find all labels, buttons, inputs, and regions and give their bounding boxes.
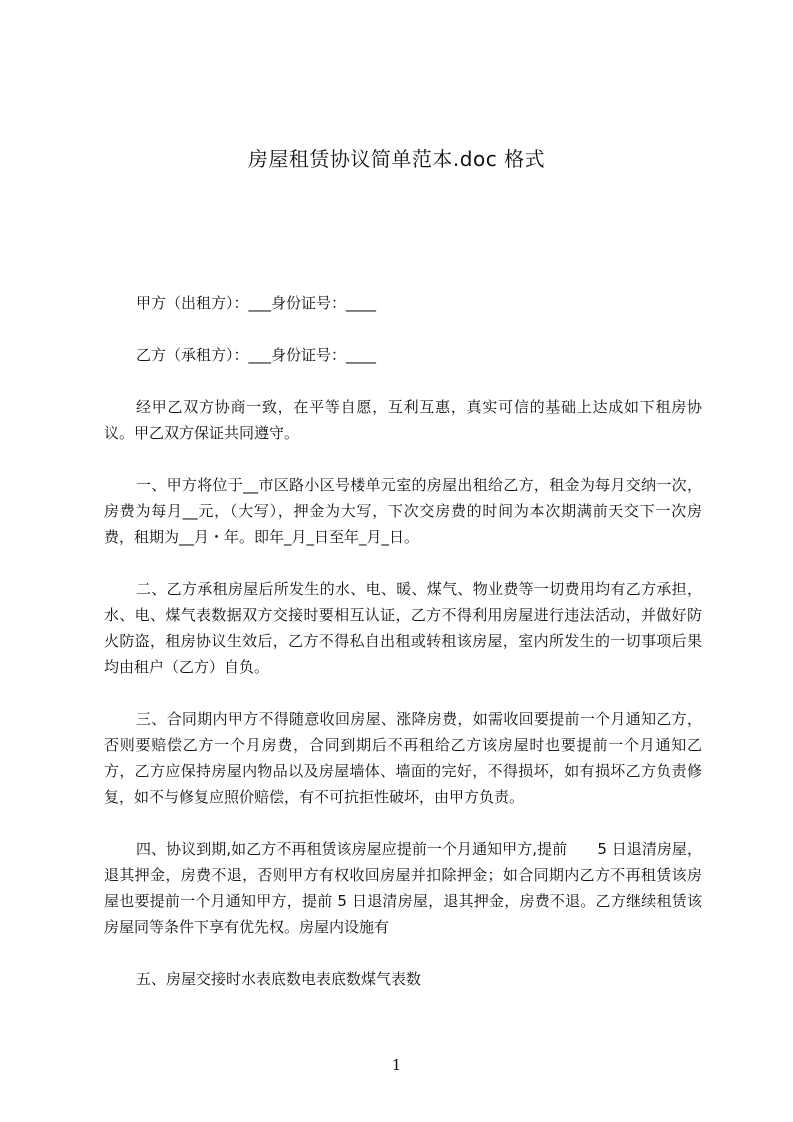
clause-3-paragraph: 三、合同期内甲方不得随意收回房屋、涨降房费，如需收回要提前一个月通知乙方，否则要赔偿乙方一个月房费，合同到期后不再租给乙方该房屋时也要提前一个月通知乙方，乙方应保持房屋内物品以及房屋墙体、墙面的完好，不得损坏，如有损坏乙方负责修复，如不与修复应照价赔偿，有不可抗拒性破坏，由甲方负责。 <box>104 710 702 806</box>
clause-4-paragraph: 四、协议到期,如乙方不再租赁该房屋应提前一个月通知甲方,提前 5 日退清房屋，退其押金，房费不退，否则甲方有权收回房屋并扣除押金；如合同期内乙方不再租赁该房屋也要提前一个月通知甲方，提前 5 日退清房屋，退其押金，房费不退。乙方继续租赁该房屋同等条件下享有优先权。房屋内设施有 <box>104 840 702 936</box>
clause-1-paragraph: 一、甲方将位于__市区路小区号楼单元室的房屋出租给乙方，租金为每月交纳一次，房费为每月__元，（大写），押金为大写，下次交房费的时间为本次期满前天交下一次房费，租期为__月・年。即年_月_日至年_月_日。 <box>104 476 702 546</box>
party-a-line: 甲方（出租方）：___身份证号：____ <box>136 294 377 312</box>
clause-5-paragraph: 五、房屋交接时水表底数电表底数煤气表数 <box>136 970 422 988</box>
clause-2-paragraph: 二、乙方承租房屋后所发生的水、电、暖、煤气、物业费等一切费用均有乙方承担，水、电、煤气表数据双方交接时要相互认证，乙方不得利用房屋进行违法活动，并做好防火防盗，租房协议生效后，乙方不得私自出租或转租该房屋，室内所发生的一切事项后果均由租户（乙方）自负。 <box>104 580 702 676</box>
page-number: 1 <box>391 1056 402 1074</box>
document-body <box>104 290 702 1018</box>
party-b-line: 乙方（承租方）：___身份证号：____ <box>136 346 377 364</box>
document-title: 房屋租赁协议简单范本.doc 格式 <box>247 147 546 171</box>
preamble-paragraph: 经甲乙双方协商一致，在平等自愿，互利互惠，真实可信的基础上达成如下租房协议。甲乙双方保证共同遵守。 <box>104 398 702 442</box>
